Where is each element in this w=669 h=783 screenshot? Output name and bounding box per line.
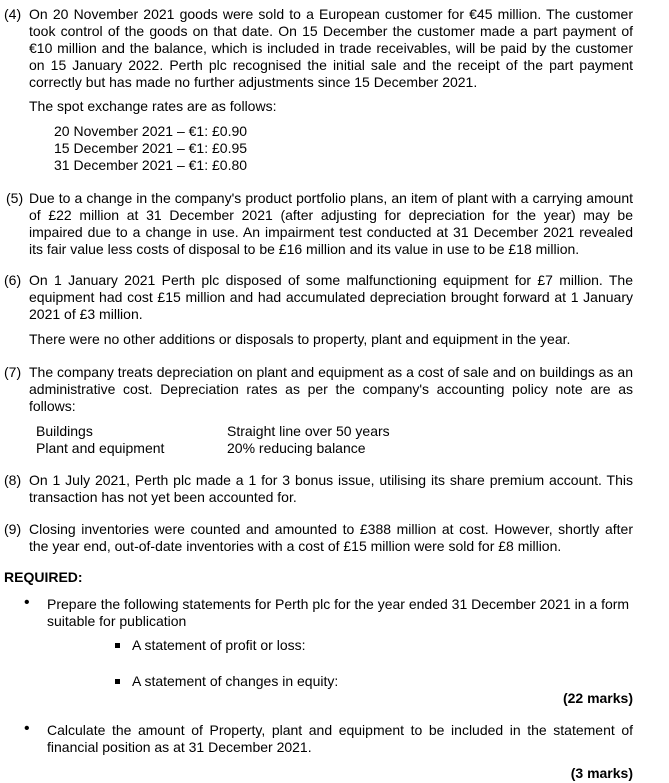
square-bullet-icon [115, 643, 120, 648]
marks-task-1: (22 marks) [562, 690, 633, 706]
item-number: (7) [4, 364, 22, 380]
exchange-rate: 31 December 2021 – €1: £0.80 [54, 157, 248, 173]
item-5-text: Due to a change in the company's product portfolio plans, an item of plant with a carrying amount of £22 million at 31 December 2021 (after adjusting for depreciation for the year) may be impaired due to a change in use. An impairment test conducted at 31 December 2021 revealed its fair value less costs of disposal to be £16 million and its value in use to be £18 million. [29, 190, 633, 257]
item-number: (9) [4, 521, 22, 537]
bullet-icon: • [24, 594, 30, 611]
task-1-text: Prepare the following statements for Perth plc for the year ended 31 December 2021 in a form suitable for publication [47, 596, 630, 629]
required-heading: REQUIRED: [4, 569, 83, 585]
item-9-text: Closing inventories were counted and amounted to £388 million at cost. However, shortly after the year end, out-of-date inventories with a cost of £15 million were sold for £8 million. [29, 521, 633, 554]
task-2-text: Calculate the amount of Property, plant and equipment to be included in the statement of financial position as at 31 December 2021. [47, 722, 633, 755]
item-number: (4) [4, 6, 22, 22]
subtask-changes-in-equity: A statement of changes in equity: [132, 673, 339, 689]
policy-rate: Straight line over 50 years [227, 423, 390, 439]
policy-asset: Buildings [36, 423, 93, 439]
exchange-rate: 20 November 2021 – €1: £0.90 [54, 123, 248, 139]
square-bullet-icon [115, 679, 120, 684]
item-number: (6) [4, 272, 22, 288]
policy-asset: Plant and equipment [36, 440, 165, 456]
item-6-text: On 1 January 2021 Perth plc disposed of some malfunctioning equipment for £7 million. The equipment had cost £15 million and had accumulated depreciation brought forward at 1 January 2021 of £3 million. [29, 272, 633, 322]
policy-rate: 20% reducing balance [227, 440, 366, 456]
rates-intro: The spot exchange rates are as follows: [29, 98, 277, 114]
item-8-text: On 1 July 2021, Perth plc made a 1 for 3 bonus issue, utilising its share premium account. This transaction has not yet been accounted for. [29, 472, 633, 505]
item-4-text: On 20 November 2021 goods were sold to a European customer for €45 million. The customer took control of the goods on that date. On 15 December the customer made a part payment of €10 million and the balance, which is included in trade receivables, will be paid by the customer on 15 January 2022. Perth plc recognised the initial sale and the receipt of the part payment correctly but has made no further adjustments since 15 December 2021. [29, 6, 633, 90]
item-6-note: There were no other additions or disposals to property, plant and equipment in the year. [29, 331, 571, 347]
subtask-profit-or-loss: A statement of profit or loss: [132, 637, 306, 653]
item-number: (8) [4, 472, 22, 488]
item-7-text: The company treats depreciation on plant and equipment as a cost of sale and on buildings as an administrative cost. Depreciation rates as per the company's accounting policy note are as follows: [29, 364, 633, 414]
item-number: (5) [6, 190, 24, 206]
bullet-icon: • [24, 720, 30, 737]
marks-task-2: (3 marks) [570, 765, 633, 781]
exchange-rate: 15 December 2021 – €1: £0.95 [54, 140, 248, 156]
